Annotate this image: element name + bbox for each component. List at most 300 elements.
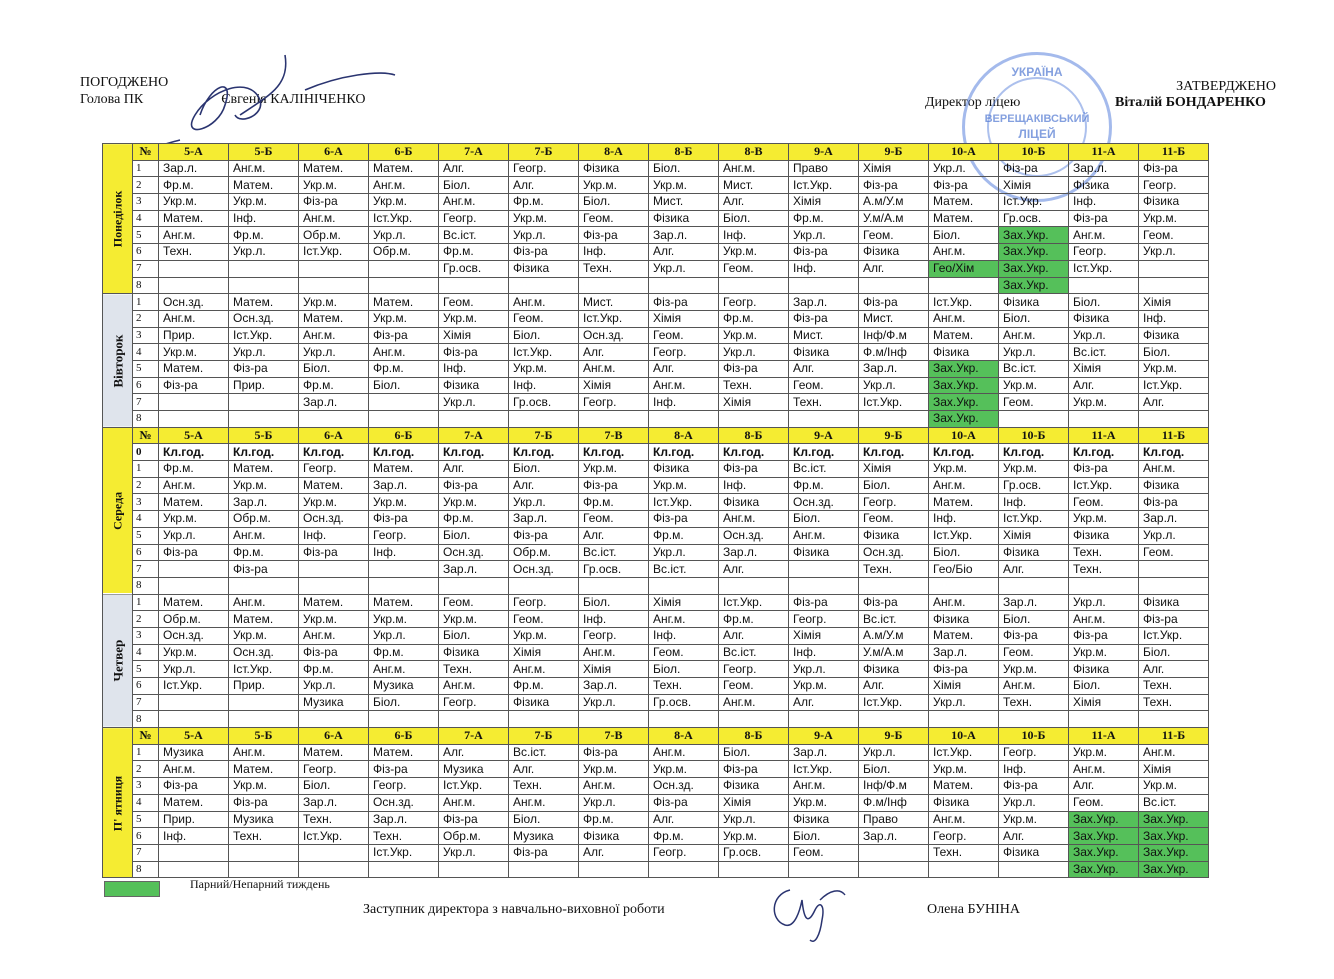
lesson-cell: Матем. — [929, 327, 999, 344]
lesson-cell: Іст.Укр. — [299, 244, 369, 261]
lesson-cell: Геогр. — [579, 627, 649, 644]
lesson-cell: Фізика — [999, 844, 1069, 861]
lesson-number: 2 — [133, 310, 159, 327]
class-header: 7-А — [439, 144, 509, 161]
lesson-cell: Інф. — [719, 477, 789, 494]
lesson-cell: Геогр. — [299, 461, 369, 478]
lesson-row — [103, 177, 1209, 194]
lesson-cell: Анг.м. — [509, 294, 579, 311]
lesson-cell: Укр.м. — [1139, 210, 1209, 227]
class-header-row — [103, 144, 1209, 161]
lesson-cell — [719, 577, 789, 594]
lesson-cell: Хімія — [789, 194, 859, 211]
lesson-cell: Зах.Укр. — [929, 360, 999, 377]
lesson-cell: Укр.л. — [439, 844, 509, 861]
lesson-cell: Анг.м. — [719, 694, 789, 711]
lesson-cell — [299, 861, 369, 878]
lesson-cell — [1139, 277, 1209, 294]
lesson-cell: Мист. — [789, 327, 859, 344]
lesson-cell: Гр.осв. — [649, 694, 719, 711]
lesson-cell: Кл.год. — [859, 444, 929, 461]
lesson-cell: Фр.м. — [649, 828, 719, 845]
lesson-cell: Зар.л. — [579, 678, 649, 695]
lesson-cell — [719, 861, 789, 878]
lesson-cell: Зар.л. — [439, 561, 509, 578]
class-header-row — [103, 728, 1209, 745]
lesson-cell: Іст.Укр. — [369, 210, 439, 227]
class-header: 7-В — [579, 427, 649, 444]
class-header: 5-А — [159, 427, 229, 444]
lesson-cell: Укр.л. — [649, 544, 719, 561]
lesson-cell: Гр.осв. — [439, 260, 509, 277]
lesson-cell: Зах.Укр. — [1069, 811, 1139, 828]
class-header: 10-А — [929, 427, 999, 444]
lesson-number: 8 — [133, 711, 159, 728]
day-label: Вівторок — [103, 294, 133, 428]
lesson-row — [103, 561, 1209, 578]
class-header: 7-Б — [509, 728, 579, 745]
lesson-number: 1 — [133, 744, 159, 761]
lesson-cell — [439, 861, 509, 878]
lesson-cell: Анг.м. — [719, 511, 789, 528]
lesson-cell: Мист. — [859, 310, 929, 327]
lesson-cell: Алг. — [1139, 661, 1209, 678]
lesson-cell: Біол. — [1069, 678, 1139, 695]
lesson-cell: Фіз-ра — [789, 594, 859, 611]
lesson-cell: Осн.зд. — [579, 327, 649, 344]
lesson-row — [103, 794, 1209, 811]
lesson-row — [103, 811, 1209, 828]
class-header-row — [103, 427, 1209, 444]
lesson-cell: Геом. — [649, 644, 719, 661]
lesson-number: 8 — [133, 577, 159, 594]
lesson-cell — [1139, 577, 1209, 594]
lesson-cell — [299, 411, 369, 428]
lesson-cell: Укр.м. — [299, 294, 369, 311]
lesson-cell: Матем. — [229, 177, 299, 194]
lesson-cell: Укр.м. — [509, 360, 579, 377]
lesson-cell: Геогр. — [649, 844, 719, 861]
lesson-cell: Фізика — [1069, 661, 1139, 678]
lesson-number: 0 — [133, 444, 159, 461]
class-header: 9-Б — [859, 728, 929, 745]
lesson-cell — [579, 861, 649, 878]
lesson-cell: Алг. — [509, 761, 579, 778]
lesson-row — [103, 394, 1209, 411]
lesson-cell: Алг. — [439, 461, 509, 478]
lesson-cell: Геом. — [439, 294, 509, 311]
lesson-number: 1 — [133, 461, 159, 478]
lesson-cell: Геогр. — [509, 160, 579, 177]
lesson-cell: Зар.л. — [229, 494, 299, 511]
lesson-cell: Укр.л. — [299, 344, 369, 361]
day-label: Понеділок — [103, 144, 133, 294]
class-header: 8-В — [719, 144, 789, 161]
lesson-cell: Укр.м. — [159, 644, 229, 661]
lesson-cell — [859, 861, 929, 878]
lesson-cell: Хімія — [1139, 294, 1209, 311]
lesson-cell — [789, 577, 859, 594]
lesson-cell — [369, 861, 439, 878]
lesson-cell: Укр.м. — [229, 477, 299, 494]
lesson-cell: Інф. — [299, 527, 369, 544]
lesson-number: 6 — [133, 544, 159, 561]
lesson-number: 3 — [133, 327, 159, 344]
class-header: 8-Б — [649, 144, 719, 161]
lesson-cell — [579, 711, 649, 728]
lesson-cell: Вс.іст. — [649, 561, 719, 578]
lesson-cell: Вс.іст. — [719, 644, 789, 661]
lesson-cell — [649, 861, 719, 878]
lesson-cell: Фіз-ра — [1069, 210, 1139, 227]
lesson-number: 8 — [133, 277, 159, 294]
lesson-cell: Іст.Укр. — [999, 194, 1069, 211]
lesson-cell: Матем. — [369, 160, 439, 177]
lesson-cell: Фіз-ра — [509, 844, 579, 861]
lesson-cell — [1069, 711, 1139, 728]
lesson-cell: Зар.л. — [1139, 511, 1209, 528]
lesson-cell: Іст.Укр. — [1139, 377, 1209, 394]
lesson-cell: Осн.зд. — [509, 561, 579, 578]
class-header: 10-Б — [999, 144, 1069, 161]
lesson-number: 2 — [133, 177, 159, 194]
lesson-cell: Біол. — [929, 544, 999, 561]
lesson-cell: Мист. — [579, 294, 649, 311]
lesson-cell — [859, 577, 929, 594]
lesson-cell: Осн.зд. — [439, 544, 509, 561]
lesson-cell: Хімія — [1069, 360, 1139, 377]
lesson-cell — [369, 394, 439, 411]
lesson-cell: Іст.Укр. — [999, 511, 1069, 528]
lesson-cell: Фр.м. — [579, 811, 649, 828]
lesson-cell: Фіз-ра — [999, 778, 1069, 795]
lesson-cell: Обр.м. — [159, 611, 229, 628]
lesson-cell: Вс.іст. — [789, 461, 859, 478]
lesson-cell: Хімія — [439, 327, 509, 344]
lesson-cell: Укр.л. — [1139, 244, 1209, 261]
lesson-cell: Вс.іст. — [1069, 344, 1139, 361]
class-header: 10-Б — [999, 728, 1069, 745]
class-header: 5-А — [159, 728, 229, 745]
lesson-cell — [579, 411, 649, 428]
lesson-row — [103, 260, 1209, 277]
lesson-cell: Іст.Укр. — [929, 294, 999, 311]
lesson-cell: Гр.осв. — [719, 844, 789, 861]
lesson-cell: Матем. — [369, 594, 439, 611]
class-header: 7-Б — [509, 144, 579, 161]
lesson-cell: Іст.Укр. — [929, 527, 999, 544]
lesson-cell: Осн.зд. — [299, 511, 369, 528]
lesson-cell: Кл.год. — [929, 444, 999, 461]
lesson-cell: Іст.Укр. — [229, 661, 299, 678]
lesson-row — [103, 277, 1209, 294]
lesson-cell: Біол. — [1069, 294, 1139, 311]
lesson-cell: Кл.год. — [579, 444, 649, 461]
lesson-cell: Фіз-ра — [369, 327, 439, 344]
lesson-cell: Укр.м. — [789, 794, 859, 811]
lesson-cell: Алг. — [509, 177, 579, 194]
lesson-cell: Укр.м. — [299, 177, 369, 194]
lesson-cell: Інф. — [929, 511, 999, 528]
lesson-cell: Зах.Укр. — [999, 260, 1069, 277]
class-header: 6-Б — [369, 728, 439, 745]
lesson-cell: Іст.Укр. — [1139, 627, 1209, 644]
lesson-cell: Фізика — [999, 544, 1069, 561]
lesson-cell — [719, 711, 789, 728]
lesson-cell: Іст.Укр. — [649, 494, 719, 511]
lesson-cell — [369, 260, 439, 277]
lesson-cell: Осн.зд. — [649, 778, 719, 795]
lesson-row — [103, 160, 1209, 177]
class-header: 5-Б — [229, 144, 299, 161]
lesson-row — [103, 611, 1209, 628]
class-header: 7-А — [439, 427, 509, 444]
lesson-cell: Техн. — [159, 244, 229, 261]
lesson-cell: Фізика — [789, 544, 859, 561]
lesson-cell: Геом. — [999, 644, 1069, 661]
lesson-cell: Інф. — [789, 644, 859, 661]
lesson-row — [103, 227, 1209, 244]
lesson-cell: Фізика — [999, 294, 1069, 311]
lesson-cell: Геогр. — [859, 494, 929, 511]
lesson-cell: Хімія — [1069, 694, 1139, 711]
lesson-cell: Анг.м. — [159, 761, 229, 778]
class-header: 9-Б — [859, 427, 929, 444]
lesson-cell — [579, 277, 649, 294]
lesson-number: 3 — [133, 194, 159, 211]
lesson-cell: Фізика — [859, 244, 929, 261]
lesson-cell — [369, 277, 439, 294]
lesson-cell: Кл.год. — [999, 444, 1069, 461]
lesson-cell: Гр.осв. — [579, 561, 649, 578]
lesson-cell: Анг.м. — [929, 244, 999, 261]
lesson-cell: Геогр. — [649, 344, 719, 361]
lesson-cell: Біол. — [299, 360, 369, 377]
lesson-cell: Техн. — [1069, 544, 1139, 561]
lesson-cell: Геогр. — [719, 294, 789, 311]
lesson-cell: Музика — [159, 744, 229, 761]
class-header: 11-А — [1069, 144, 1139, 161]
lesson-cell: Зар.л. — [999, 594, 1069, 611]
lesson-cell: Анг.м. — [579, 778, 649, 795]
lesson-cell: Анг.м. — [789, 527, 859, 544]
lesson-number: 1 — [133, 160, 159, 177]
lesson-cell: Анг.м. — [229, 744, 299, 761]
lesson-cell: Осн.зд. — [229, 310, 299, 327]
lesson-cell: Осн.зд. — [859, 544, 929, 561]
lesson-cell: Алг. — [859, 678, 929, 695]
lesson-cell: Фіз-ра — [1139, 160, 1209, 177]
lesson-cell: Геом. — [719, 678, 789, 695]
lesson-cell: Фіз-ра — [1139, 611, 1209, 628]
lesson-cell: Хімія — [579, 661, 649, 678]
lesson-row — [103, 828, 1209, 845]
lesson-cell: Укр.м. — [929, 461, 999, 478]
lesson-cell: Фр.м. — [299, 377, 369, 394]
lesson-cell — [299, 277, 369, 294]
class-header: 11-Б — [1139, 728, 1209, 745]
lesson-row — [103, 377, 1209, 394]
lesson-cell: Укр.м. — [509, 210, 579, 227]
lesson-cell: Фр.м. — [719, 611, 789, 628]
lesson-cell: Кл.год. — [439, 444, 509, 461]
lesson-number: 6 — [133, 678, 159, 695]
lesson-cell: Техн. — [859, 561, 929, 578]
lesson-cell: Біол. — [439, 177, 509, 194]
lesson-cell: Алг. — [1139, 394, 1209, 411]
lesson-cell: Фр.м. — [439, 244, 509, 261]
lesson-cell: Укр.м. — [159, 344, 229, 361]
lesson-cell: Обр.м. — [509, 544, 579, 561]
lesson-cell: Алг. — [439, 160, 509, 177]
class-header: 6-Б — [369, 427, 439, 444]
lesson-cell — [229, 861, 299, 878]
lesson-cell — [159, 394, 229, 411]
lesson-cell: Укр.л. — [719, 344, 789, 361]
lesson-cell: Кл.год. — [649, 444, 719, 461]
lesson-cell: Фр.м. — [229, 227, 299, 244]
lesson-cell: Іст.Укр. — [789, 177, 859, 194]
lesson-cell: Прир. — [159, 811, 229, 828]
lesson-cell — [159, 411, 229, 428]
lesson-cell: Зах.Укр. — [999, 277, 1069, 294]
lesson-row — [103, 644, 1209, 661]
lesson-cell: Анг.м. — [229, 160, 299, 177]
lesson-cell: Техн. — [439, 661, 509, 678]
signature-deputy-icon — [760, 880, 850, 950]
lesson-cell: Фіз-ра — [369, 761, 439, 778]
lesson-cell: Укр.м. — [369, 611, 439, 628]
lesson-number: 2 — [133, 761, 159, 778]
lesson-cell: Геом. — [579, 210, 649, 227]
class-header: 9-А — [789, 144, 859, 161]
lesson-cell: Інф. — [719, 227, 789, 244]
lesson-cell: Фіз-ра — [719, 360, 789, 377]
lesson-cell: Хімія — [999, 177, 1069, 194]
lesson-cell — [789, 711, 859, 728]
lesson-cell: Іст.Укр. — [929, 744, 999, 761]
lesson-cell: Анг.м. — [649, 377, 719, 394]
lesson-cell — [719, 277, 789, 294]
lesson-cell: Біол. — [439, 627, 509, 644]
lesson-row — [103, 744, 1209, 761]
lesson-cell — [1069, 411, 1139, 428]
lesson-cell — [299, 260, 369, 277]
lesson-cell: У.м/А.м — [859, 210, 929, 227]
lesson-number: 2 — [133, 477, 159, 494]
lesson-cell: Анг.м. — [999, 327, 1069, 344]
lesson-cell: Техн. — [369, 828, 439, 845]
lesson-cell: Хімія — [719, 394, 789, 411]
lesson-cell: Мист. — [649, 194, 719, 211]
deputy-role: Заступник директора з навчально-виховної роботи — [363, 902, 665, 917]
lesson-cell — [159, 694, 229, 711]
lesson-cell: Гр.осв. — [999, 210, 1069, 227]
lesson-cell: Фізика — [439, 644, 509, 661]
lesson-cell — [789, 861, 859, 878]
lesson-cell — [439, 711, 509, 728]
lesson-cell: Фізика — [719, 778, 789, 795]
lesson-cell: Техн. — [1139, 678, 1209, 695]
lesson-cell: Зар.л. — [509, 511, 579, 528]
lesson-cell: Осн.зд. — [369, 794, 439, 811]
lesson-row — [103, 194, 1209, 211]
lesson-cell: Іст.Укр. — [859, 694, 929, 711]
lesson-cell: Інф. — [579, 244, 649, 261]
lesson-cell: Геогр. — [1139, 177, 1209, 194]
day-label: Четвер — [103, 594, 133, 728]
lesson-cell: Фіз-ра — [859, 294, 929, 311]
lesson-cell: Алг. — [649, 811, 719, 828]
lesson-cell: Зах.Укр. — [1139, 861, 1209, 878]
lesson-row — [103, 327, 1209, 344]
lesson-cell: Зах.Укр. — [929, 377, 999, 394]
lesson-cell: Анг.м. — [789, 778, 859, 795]
lesson-cell: Фіз-ра — [859, 177, 929, 194]
lesson-cell: Зар.л. — [859, 360, 929, 377]
lesson-cell: Іст.Укр. — [1069, 260, 1139, 277]
lesson-cell: Геогр. — [299, 761, 369, 778]
class-header: 6-Б — [369, 144, 439, 161]
lesson-cell — [999, 577, 1069, 594]
lesson-cell: Геом. — [999, 394, 1069, 411]
lesson-cell: Укр.м. — [159, 511, 229, 528]
lesson-cell: Іст.Укр. — [579, 310, 649, 327]
lesson-cell — [859, 844, 929, 861]
lesson-cell: Інф. — [439, 360, 509, 377]
lesson-cell — [649, 277, 719, 294]
lesson-cell: Алг. — [509, 477, 579, 494]
lesson-cell: Матем. — [159, 594, 229, 611]
lesson-cell: Геогр. — [439, 210, 509, 227]
lesson-cell: Фіз-ра — [649, 794, 719, 811]
lesson-cell: Інф. — [159, 828, 229, 845]
lesson-cell: Укр.л. — [369, 627, 439, 644]
class-header: 8-А — [649, 427, 719, 444]
lesson-cell — [1139, 411, 1209, 428]
lesson-cell: Укр.м. — [929, 761, 999, 778]
lesson-cell: А.м/У.м — [859, 627, 929, 644]
lesson-cell: Вс.іст. — [999, 360, 1069, 377]
lesson-cell: Анг.м. — [579, 644, 649, 661]
lesson-cell: Анг.м. — [439, 194, 509, 211]
lesson-cell: Іст.Укр. — [719, 594, 789, 611]
lesson-cell: Вс.іст. — [579, 544, 649, 561]
lesson-cell — [789, 411, 859, 428]
lesson-cell: Анг.м. — [1069, 611, 1139, 628]
lesson-cell: Фізика — [579, 828, 649, 845]
lesson-row — [103, 694, 1209, 711]
class-header: 5-Б — [229, 728, 299, 745]
lesson-number: 5 — [133, 661, 159, 678]
lesson-cell — [229, 694, 299, 711]
lesson-row — [103, 294, 1209, 311]
lesson-row — [103, 577, 1209, 594]
lesson-cell: Обр.м. — [439, 828, 509, 845]
lesson-cell: Алг. — [579, 527, 649, 544]
lesson-cell: Фр.м. — [299, 661, 369, 678]
lesson-cell: Хімія — [509, 644, 579, 661]
lesson-row — [103, 778, 1209, 795]
lesson-cell: Фр.м. — [369, 360, 439, 377]
lesson-cell: Укр.м. — [159, 194, 229, 211]
lesson-cell: Фізика — [1069, 527, 1139, 544]
lesson-cell: Фіз-ра — [509, 527, 579, 544]
lesson-cell: Іст.Укр. — [1069, 477, 1139, 494]
deputy-name: Олена БУНІНА — [927, 902, 1020, 917]
lesson-cell — [859, 411, 929, 428]
lesson-cell: Музика — [299, 694, 369, 711]
